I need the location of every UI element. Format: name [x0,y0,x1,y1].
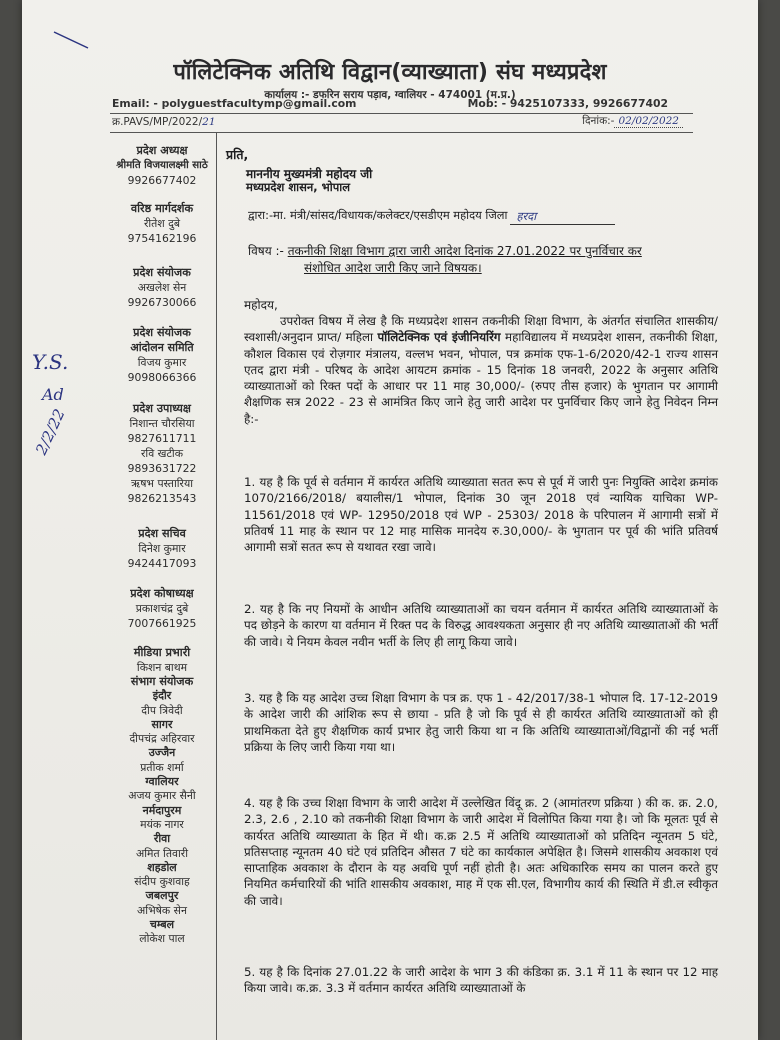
margin-note-1: Y.S. [32,350,69,374]
division-name: प्रतीक शर्मा [140,760,184,774]
subject-line-1: तकनीकी शिक्षा विभाग द्वारा जारी आदेश दिनांक 27.01.2022 पर पुनर्विचार कर [287,244,642,258]
date-field: दिनांक:- 02/02/2022 [582,114,683,128]
intro-paragraph: उपरोक्त विषय में लेख है कि मध्यप्रदेश शासन तकनीकी शिक्षा विभाग, के अंतर्गत संचालित शासकीय/स्वशासी/अनुदान प्राप्त/ महिला पॉलिटेक्निक एवं इंजीनियरिंग महाविद्यालय में मध्यप्रदेश शासन, तकनीकी शिक्षा, कौशल विकास एवं रोज़गार मंत्रालय, वल्लभ भवन, भोपाल, पत्र क्रमांक एफ-1-6/2020/42-1 राज्य शासन एतद द्वारा मंत्री - परिषद के आदेश आयटम क्रमांक - 15 दिनांक 18 जनवरी, 2022 के अनुसार अतिथि व्याख्याताओं को रिक्त पदों के आधार पर 11 माह 30,000/- (रुपए तीस हजार) के भुगतान पर आगामी शैक्षणिक सत्र 2022 - 23 से आमंत्रित किए जाने हेतु जारी आदेश पर पुनर्विचार किए जाने हेतु निवेदन निम्न है:- [244,314,719,426]
greeting: महोदय, [244,298,278,312]
sidebar-name: निशान्त चौरसिया [129,417,195,430]
sidebar-role: प्रदेश संयोजक [133,326,191,339]
division-name: दीपचंद्र अहिरवार [129,732,195,746]
reference-row [112,114,693,130]
division-city: रीवा [153,832,171,846]
intro-bold-text: पॉलिटेक्निक एवं इंजीनियरिंग [377,330,501,345]
point-4-paragraph: 4. यह है कि उच्च शिक्षा विभाग के जारी आदेश में उल्लेखित विंदू क्र. 2 (आमांतरण प्रक्रिया ) की क. क्र. 2.0, 2.3, 2.6 , 2.10 को तकनीकी शिक्षा विभाग के जारी आदेश में विलोपित किया गया है। जो कि मूलतः पूर्व से कार्यरत अतिथि व्याख्याता के हित में थी। क.क्र 2.5 में अतिथि व्याख्याताओं को प्रतिदिन न्यूनतम 5 घंटे, प्रतिसप्ताह न्यूनतम 40 घंटे एवं प्रतिदिन औसत 7 घंटे का कार्यकाल अपेक्षित है। जिसमे शासकीय अवकाश एवं साप्ताहिक अवकाश के दौरान के यह अवधि पूर्ण नहीं होती है। अतः अधिकारिक समय का पालन करते हुए नियमित कर्मचारियों की भांति शासकीय अवकाश, माह में एक सी.एल, विभागीय कार्य की स्थिति में डी.ल स्वीकृत की जावे। [244,796,718,908]
mobile-text: Mob: - 9425107333, 9926677402 [467,97,668,110]
sidebar-block-mentor [106,201,218,246]
division-name: अभिषेक सेन [137,903,187,917]
reference-handwritten: 21 [202,116,216,128]
sidebar-role: प्रदेश सचिव [138,527,186,540]
sidebar-phone: 9926677402 [127,174,197,187]
sidebar-phone: 9893631722 [127,462,197,475]
sidebar-name: प्रकाशचंद्र दुबे [135,602,189,615]
sidebar-role: संभाग संयोजक [130,675,194,688]
sidebar-phone: 9827611711 [127,432,197,445]
sidebar-phone: 9826213543 [127,492,197,505]
subject-block [248,243,708,277]
sidebar-role: प्रदेश संयोजक [133,266,191,279]
margin-note-3: 2/2/22 [32,406,69,458]
division-city: चम्बल [149,918,175,932]
margin-note-2: Ad [42,385,64,404]
sidebar-name: श्रीमति विजयालक्ष्मी साठे [116,160,208,171]
contact-row [112,97,668,110]
point-1-paragraph: 1. यह है कि पूर्व से वर्तमान में कार्यरत अतिथि व्याख्याता सतत रूप से पूर्व में जारी पुनः नियुक्ति आदेश क्रमांक 1070/2166/2018/ बयालीस/1 भोपाल, दिनांक 30 जून 2018 एवं न्यायिक याचिका WP- 11561/2018 एवं WP- 12950/2018 एवं WP - 25303/ 2018 के परिपालन में आगामी सत्रों में प्रतिवर्ष 11 माह के स्थान पर 12 माह मासिक मानदेय रु.30,000/- के भुगतान पर पूर्व की भांति प्रतिवर्ष आगामी सत्रों सतत रूप से यथावत रखा जावे। [244,475,718,555]
sidebar-name: रवि खटीक [140,447,183,460]
sidebar-block-treasurer [106,586,218,631]
reference-rule [110,132,693,133]
sidebar-name: दिनेश कुमार [138,542,186,555]
division-name: अजय कुमार सैनी [128,789,196,803]
sidebar-role: वरिष्ठ मार्गदर्शक [130,202,194,215]
point-3-paragraph: 3. यह है कि यह आदेश उच्च शिक्षा विभाग के पत्र क्र. एफ 1 - 42/2017/38-1 भोपाल दि. 17-12-2019 के आदेश जारी की आंशिक रूप से छाया - प्रति है जो कि पूर्व से ही कार्यरत अतिथि व्याख्याताओं को ही प्राथमिकता देते हुए शैक्षणिक कार्य प्रभार हेतु जारी किया था न कि अतिथि व्याख्याताओं/विद्वानों की नई भर्ती प्रक्रिया के लिए जारी किया गया था। [244,691,718,754]
pen-mark [52,28,92,52]
office-address: कार्यालय :- डफरिन सराय पड़ाव, ग्वालियर - 474001 (म.प्र.) [264,89,516,101]
division-name: लोकेश पाल [139,932,185,946]
division-name: दीप त्रिवेदी [141,703,183,717]
salutation-prati: प्रति, [226,147,249,162]
sidebar-name: किशन बाथम [136,661,188,674]
sidebar-block-division-conveners [106,675,218,947]
sidebar-role: प्रदेश उपाध्यक्ष [133,402,191,415]
division-city: ग्वालियर [145,775,179,789]
division-name: अमित तिवारी [135,846,189,860]
division-name: संदीप कुशवाह [134,875,190,889]
sidebar-phone: 9926730066 [127,296,197,309]
division-city: शहडोल [147,860,177,874]
email-text: Email: - polyguestfacultymp@gmail.com [112,97,357,110]
division-city: उज्जैन [148,746,176,760]
division-name: मयंक नागर [140,817,184,831]
point-5-paragraph: 5. यह है कि दिनांक 27.01.22 के जारी आदेश के भाग 3 की कंडिका क्र. 3.1 में 11 के स्थान पर 12 माह किया जावे। क.क्र. 3.3 में वर्तमान कार्यरत अतिथि व्याख्याताओं के [244,965,718,996]
sidebar-block-secretary [106,526,218,571]
sidebar-role: मीडिया प्रभारी [133,646,191,659]
sidebar-name: विजय कुमार [137,356,187,369]
date-handwritten: 02/02/2022 [614,115,683,128]
organization-title: पॉलिटेक्निक अतिथि विद्वान(व्याख्याता) संघ मध्यप्रदेश [173,60,607,85]
reference-number: क्र.PAVS/MP/2022/21 [112,116,216,128]
sidebar-role: प्रदेश अध्यक्ष [136,144,188,157]
letter-page [22,0,758,1040]
sidebar-role: प्रदेश कोषाध्यक्ष [130,587,194,600]
division-city: नर्मदापुरम [142,803,182,817]
sidebar-phone: 7007661925 [127,617,197,630]
sidebar-name: अखलेश सेन [137,281,187,294]
sidebar-phone: 9754162196 [127,232,197,245]
sidebar-name: रीतेश दुबे [143,217,181,230]
sidebar-block-vice-president [106,401,218,506]
subject-label: विषय :- [248,244,284,258]
via-district-handwritten: हरदा [516,209,537,223]
sidebar-block-president [106,143,218,188]
sidebar-block-media [106,645,218,675]
via-line: द्वारा:-मा. मंत्री/सांसद/विधायक/कलेक्टर/एसडीएम महोदय जिला हरदा [248,208,615,224]
subject-line-2: संशोधित आदेश जारी किए जाने विषयक। [304,261,482,275]
sidebar-name: ऋषभ पस्तारिया [130,477,194,490]
division-city: इंदौर [152,689,172,703]
division-city: जबलपुर [145,889,179,903]
sidebar-phone: 9098066366 [127,371,197,384]
recipient-line-1: माननीय मुख्यमंत्री महोदय जी [246,167,373,181]
sidebar-subrole: आंदोलन समिति [130,341,194,354]
division-city: सागर [151,717,173,731]
sidebar-phone: 9424417093 [127,557,197,570]
recipient-line-2: मध्यप्रदेश शासन, भोपाल [246,180,351,194]
point-2-paragraph: 2. यह है कि नए नियमों के आधीन अतिथि व्याख्याताओं का चयन वर्तमान में कार्यरत अतिथि व्याख्याताओं के पद छोड़ने के कारण या वर्तमान में रिक्त पद के विरुद्ध आवश्यकता अनुसार ही नए अतिथि व्याख्याताओं की भर्ती की जावे। ये नियम केवल नवीन भर्ती के लिए ही लागू किया जावे। [244,602,718,649]
sidebar-block-movement-convener [106,325,218,385]
sidebar-block-convener [106,265,218,310]
